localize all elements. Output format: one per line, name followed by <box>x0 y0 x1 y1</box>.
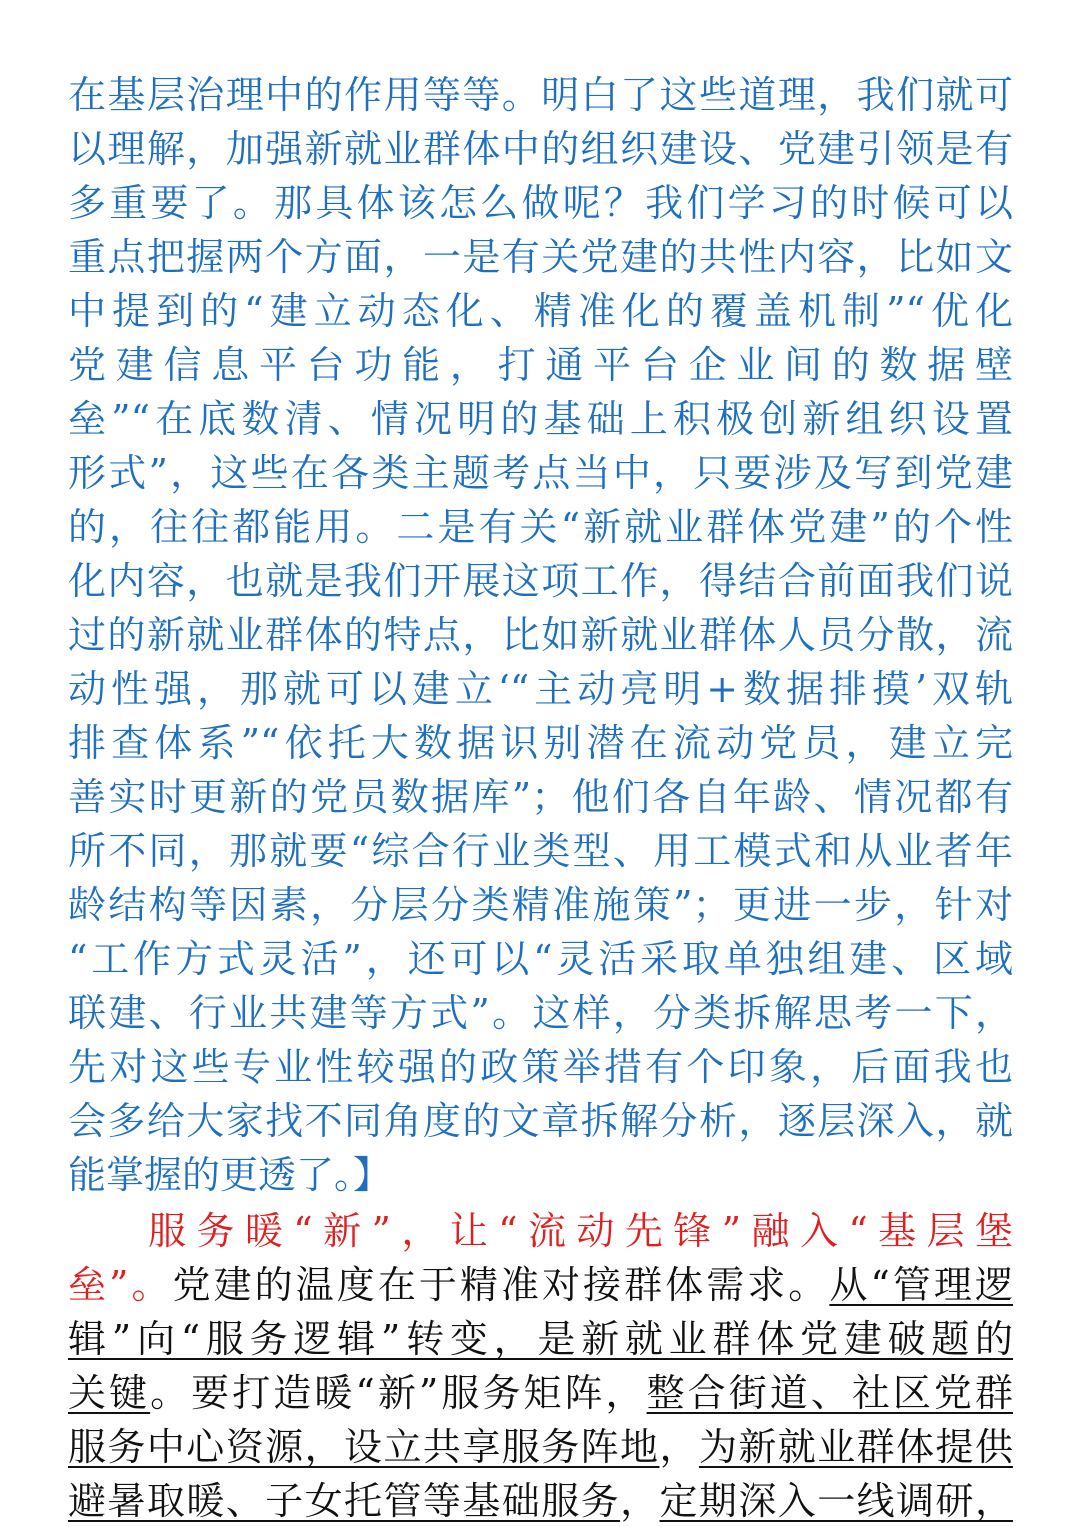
commentary-line: 中提到的“建立动态化、精准化的覆盖机制”“优化 <box>68 289 1013 333</box>
section-heading: 服务暖“新”，让“流动先锋”融入“基层堡 <box>148 1209 1013 1253</box>
underlined-text: 避暑取暖、子女托管等基础服务 <box>68 1479 621 1523</box>
commentary-line: 在基层治理中的作用等等。明白了这些道理，我们就可 <box>68 73 1013 117</box>
underlined-text: 为新就业群体提供 <box>698 1425 1013 1469</box>
commentary-line: 重点把握两个方面，一是有关党建的共性内容，比如文 <box>68 235 1013 279</box>
section-heading-end: 垒”。 <box>68 1263 173 1307</box>
commentary-line: 的，往往都能用。二是有关“新就业群体党建”的个性 <box>68 505 1013 549</box>
commentary-line: 会多给大家找不同角度的文章拆解分析，逐层深入，就 <box>68 1099 1013 1143</box>
underlined-text: 服务中心资源，设立共享服务阵地 <box>68 1425 660 1469</box>
underlined-text: 关键 <box>68 1371 151 1415</box>
commentary-line: 垒”“在底数清、情况明的基础上积极创新组织设置 <box>68 397 1013 441</box>
commentary-line: 化内容，也就是我们开展这项工作，得结合前面我们说 <box>68 559 1013 603</box>
commentary-line: 动性强，那就可以建立‘“主动亮明+数据排摸’双轨 <box>68 667 1013 711</box>
underlined-text: 辑”向“服务逻辑”转变，是新就业群体党建破题的 <box>68 1317 1013 1361</box>
body-text: ， <box>620 1479 660 1523</box>
commentary-line: “工作方式灵活”，还可以“灵活采取单独组建、区域 <box>68 937 1013 981</box>
commentary-line: 形式”，这些在各类主题考点当中，只要涉及写到党建 <box>68 451 1013 495</box>
commentary-line: 所不同，那就要“综合行业类型、用工模式和从业者年 <box>68 829 1013 873</box>
body-line <box>68 1478 1013 1524</box>
body-line <box>68 1370 1013 1416</box>
underlined-text: 定期深入一线调研， <box>659 1479 1013 1523</box>
commentary-line: 先对这些专业性较强的政策举措有个印象，后面我也 <box>68 1045 1013 1089</box>
underlined-text: 从“管理逻 <box>829 1263 1013 1307</box>
commentary-line: 排查体系”“依托大数据识别潜在流动党员，建立完 <box>68 721 1013 765</box>
commentary-line: 龄结构等因素，分层分类精准施策”；更进一步，针对 <box>68 883 1013 927</box>
body-text: 党建的温度在于精准对接群体需求。 <box>172 1263 830 1307</box>
commentary-line: 多重要了。那具体该怎么做呢？我们学习的时候可以 <box>68 181 1013 225</box>
commentary-line: 能掌握的更透了。】 <box>68 1153 392 1197</box>
commentary-line: 以理解，加强新就业群体中的组织建设、党建引领是有 <box>68 127 1013 171</box>
body-line <box>68 1424 1013 1470</box>
commentary-line: 党建信息平台功能，打通平台企业间的数据壁 <box>68 343 1013 387</box>
body-text: 。要打造暖“新”服务矩阵， <box>150 1371 647 1415</box>
body-text: ， <box>659 1425 699 1469</box>
underlined-text: 整合街道、社区党群 <box>646 1371 1013 1415</box>
commentary-line: 过的新就业群体的特点，比如新就业群体人员分散，流 <box>68 613 1013 657</box>
body-line <box>68 1262 1013 1308</box>
commentary-line: 联建、行业共建等方式”。这样，分类拆解思考一下， <box>68 991 1013 1035</box>
commentary-line: 善实时更新的党员数据库”；他们各自年龄、情况都有 <box>68 775 1013 819</box>
